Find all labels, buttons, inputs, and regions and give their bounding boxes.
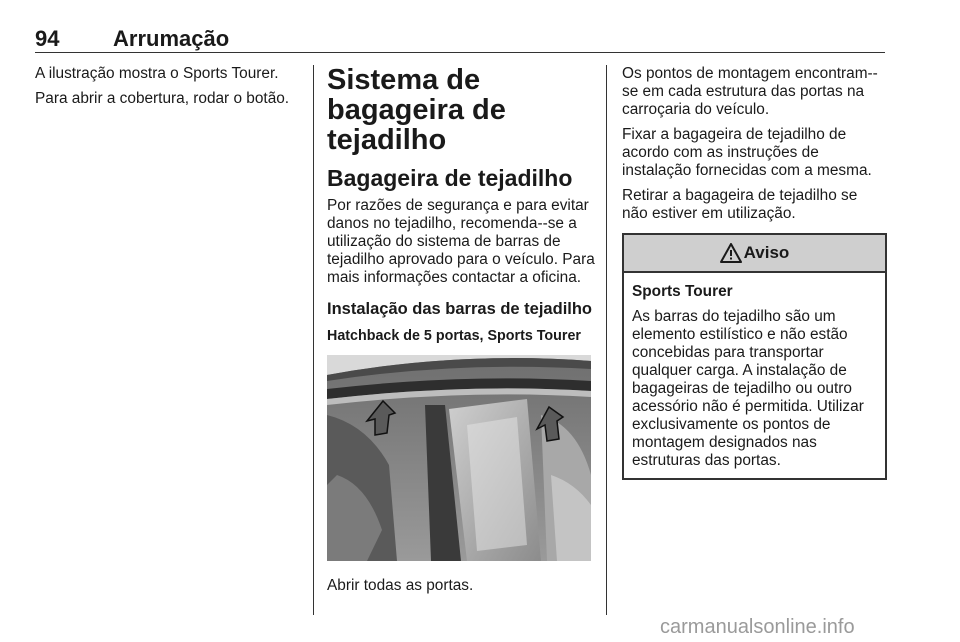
column-2 [327,65,595,602]
section-title: Arrumação [113,26,230,51]
paragraph: Fixar a bagageira de tejadilho de acordo com as instruções de instalação fornecidas com a mesma. [622,126,872,179]
column-divider-2 [606,65,607,615]
warning-box [622,233,887,480]
paragraph: Retirar a bagageira de tejadilho se não estiver em utilização. [622,187,858,222]
warning-body [624,273,885,478]
figure-caption: Abrir todas as portas. [327,577,474,594]
warning-text: As barras do tejadilho são um elemento estilístico e não estão concebidas para transportar qualquer carga. A instalação de bagageiras de tejadilho ou outro acessório não é permitida. Utilizar exclusivamente os pontos de montagem designados nas estruturas das portas. [632,308,864,469]
watermark: carmanualsonline.info [660,616,855,638]
warning-triangle-icon [720,243,742,263]
column-divider-1 [313,65,314,615]
page-number: 94 [35,26,60,51]
paragraph: Os pontos de montagem encontram--se em cada estrutura das portas na carroçaria do veículo. [622,65,878,118]
warning-header [624,235,885,273]
paragraph: Por razões de segurança e para evitar danos no tejadilho, recomenda--se a utilização do sistema de barras de tejadilho aprovado para o veículo. Para mais informações contactar a oficina. [327,197,595,286]
roof-rack-mounting-illustration [327,355,591,561]
warning-subtitle: Sports Tourer [632,283,733,300]
paragraph: Para abrir a cobertura, rodar o botão. [35,90,290,107]
header-rule [35,52,885,53]
model-heading: Hatchback de 5 portas, Sports Tourer [327,328,581,344]
paragraph: A ilustração mostra o Sports Tourer. [35,65,279,82]
page-header [35,22,885,52]
subsection-heading: Instalação das barras de tejadilho [327,300,593,318]
section-heading: Bagageira de tejadilho [327,165,573,191]
column-1 [35,65,300,115]
chapter-heading: Sistema de bagageira de tejadilho [327,64,506,156]
warning-title: Aviso [743,243,790,262]
column-3 [622,65,887,480]
